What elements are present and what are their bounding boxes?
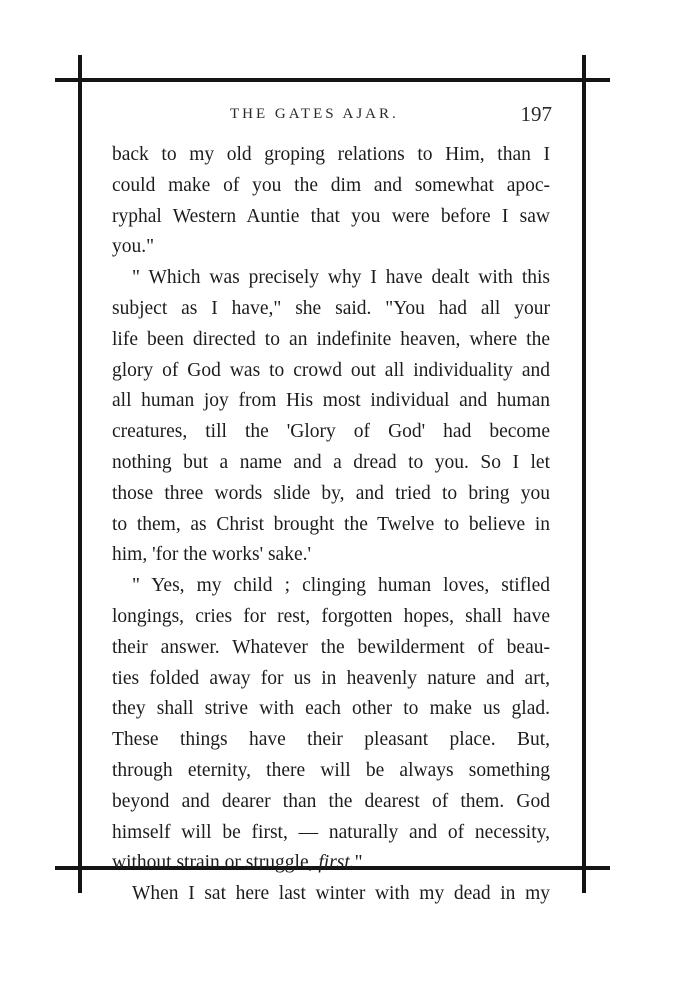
text-line: creatures, till the 'Glory of God' had become: [112, 421, 550, 443]
text-line: could make of you the dim and somewhat apoc-: [112, 174, 550, 196]
body-text: [112, 140, 550, 910]
text-line: their answer. Whatever the bewilderment of beau-: [112, 636, 550, 658]
text-line: to them, as Christ brought the Twelve to believe in: [112, 513, 550, 535]
text-line: life been directed to an indefinite heaven, where the: [112, 328, 550, 350]
right-border-rule: [582, 55, 586, 893]
text-line: glory of God was to crowd out all individuality and: [112, 359, 550, 381]
italic-word: first.: [318, 852, 355, 874]
text-line: longings, cries for rest, forgotten hopes, shall have: [112, 605, 550, 627]
text-line: him, 'for the works' sake.': [112, 544, 311, 566]
text-line: beyond and dearer than the dearest of them. God: [112, 790, 550, 812]
text-line: When I sat here last winter with my dead in my: [132, 883, 550, 905]
text-line: " Yes, my child ; clinging human loves, stifled: [132, 575, 550, 597]
text-line: they shall strive with each other to make us glad.: [112, 698, 550, 720]
left-border-rule: [78, 55, 82, 893]
text-line: ryphal Western Auntie that you were before I saw: [112, 205, 550, 227]
text-line-start: without strain or struggle,: [112, 852, 314, 874]
text-line-final-quote: [112, 848, 550, 879]
closing-quote: ": [354, 852, 363, 874]
text-line: ties folded away for us in heavenly nature and art,: [112, 667, 550, 689]
page-header: [112, 102, 552, 132]
text-line: nothing but a name and a dread to you. So I let: [112, 451, 550, 473]
text-line: through eternity, there will be always something: [112, 759, 550, 781]
page-number: 197: [520, 102, 552, 126]
running-title: THE GATES AJAR.: [230, 106, 399, 122]
top-border-rule: [55, 78, 610, 82]
text-line: you.": [112, 236, 155, 258]
text-line: " Which was precisely why I have dealt with this: [132, 267, 550, 289]
text-line: those three words slide by, and tried to bring you: [112, 482, 550, 504]
text-line: back to my old groping relations to Him, than I: [112, 144, 550, 165]
text-line: These things have their pleasant place. But,: [112, 729, 550, 751]
text-line: himself will be first, — naturally and of necessity,: [112, 821, 550, 843]
text-line: subject as I have," she said. "You had all your: [112, 297, 550, 319]
text-line: all human joy from His most individual and human: [112, 390, 550, 412]
